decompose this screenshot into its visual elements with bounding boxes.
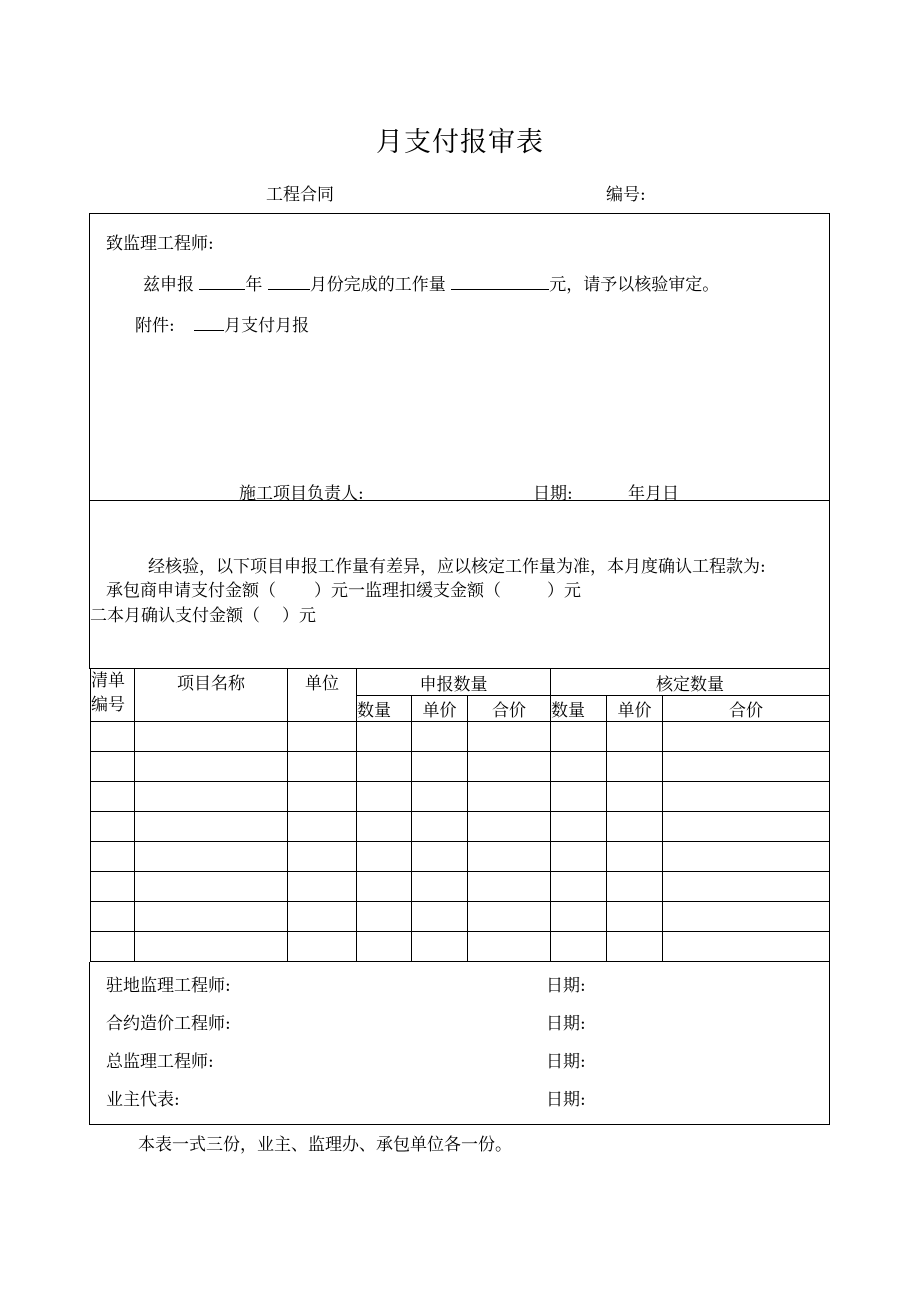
number-label: 编号: (606, 185, 646, 205)
verification-line-1: 经核验，以下项目申报工作量有差异，应以核定工作量为准，本月度确认工程款为: (148, 557, 766, 577)
col-unit-header: 单位 (288, 669, 357, 722)
table-cell[interactable] (663, 932, 830, 962)
table-cell[interactable] (663, 752, 830, 782)
signature-bottom-border (89, 1124, 830, 1125)
table-cell[interactable] (468, 782, 551, 812)
table-cell[interactable] (663, 902, 830, 932)
attachment-blank[interactable] (194, 316, 224, 331)
footer-note: 本表一式三份，业主、监理办、承包单位各一份。 (138, 1135, 512, 1155)
table-cell[interactable] (607, 722, 663, 752)
table-cell[interactable] (663, 722, 830, 752)
contract-label: 工程合同 (266, 185, 334, 205)
table-cell[interactable] (357, 752, 412, 782)
declared-qty-header: 数量 (357, 696, 412, 722)
resident-engineer-label: 驻地监理工程师: (106, 976, 231, 996)
table-cell[interactable] (607, 872, 663, 902)
table-cell[interactable] (288, 872, 357, 902)
table-cell[interactable] (412, 752, 468, 782)
owner-rep-date: 日期: (546, 1090, 586, 1110)
table-cell[interactable] (607, 782, 663, 812)
table-cell[interactable] (357, 722, 412, 752)
table-cell[interactable] (357, 932, 412, 962)
owner-rep-label: 业主代表: (106, 1090, 180, 1110)
frame-right-border (829, 213, 830, 669)
approved-price-header: 单价 (607, 696, 663, 722)
chief-engineer-date: 日期: (546, 1052, 586, 1072)
table-cell[interactable] (288, 782, 357, 812)
table-cell[interactable] (288, 722, 357, 752)
month-label: 月份完成的工作量 (309, 275, 446, 295)
table-row (91, 812, 830, 842)
application-date-label: 日期: (533, 484, 573, 504)
attachment-line (135, 311, 309, 336)
resident-engineer-date: 日期: (546, 976, 586, 996)
table-cell[interactable] (412, 932, 468, 962)
verification-line-2 (106, 576, 581, 601)
declare-suffix: 元，请予以核验审定。 (549, 275, 720, 295)
table-cell[interactable] (412, 722, 468, 752)
table-cell[interactable] (607, 932, 663, 962)
year-blank[interactable] (199, 275, 245, 290)
chief-engineer-label: 总监理工程师: (106, 1052, 214, 1072)
applied-amount-label: 承包商申请支付金额（ (106, 581, 276, 601)
table-cell[interactable] (135, 752, 288, 782)
table-cell[interactable] (412, 782, 468, 812)
application-date-value: 年月日 (628, 484, 679, 504)
table-cell[interactable] (607, 842, 663, 872)
declared-qty-group-header: 申报数量 (357, 669, 551, 696)
table-cell[interactable] (357, 782, 412, 812)
table-cell[interactable] (91, 902, 135, 932)
declare-prefix: 兹申报 (143, 275, 194, 295)
table-cell[interactable] (551, 812, 607, 842)
table-cell[interactable] (468, 752, 551, 782)
col-item-name-header: 项目名称 (135, 669, 288, 722)
table-row (91, 932, 830, 962)
table-cell[interactable] (135, 872, 288, 902)
table-cell[interactable] (551, 752, 607, 782)
table-cell[interactable] (607, 902, 663, 932)
table-cell[interactable] (663, 782, 830, 812)
confirmed-amount-label: 二本月确认支付金额（ (90, 606, 260, 626)
table-cell[interactable] (288, 932, 357, 962)
table-cell[interactable] (91, 782, 135, 812)
declared-price-header: 单价 (412, 696, 468, 722)
approved-qty-header: 数量 (551, 696, 607, 722)
table-cell[interactable] (468, 902, 551, 932)
section-divider (89, 500, 830, 501)
signer-label: 施工项目负责人: (239, 484, 364, 504)
table-row (91, 872, 830, 902)
page-title: 月支付报审表 (376, 127, 544, 158)
table-row (91, 842, 830, 872)
amount-blank[interactable] (451, 275, 549, 290)
table-cell[interactable] (412, 812, 468, 842)
table-cell[interactable] (135, 782, 288, 812)
table-cell[interactable] (551, 722, 607, 752)
table-cell[interactable] (357, 872, 412, 902)
declaration-line (143, 270, 719, 295)
table-cell[interactable] (91, 812, 135, 842)
cost-engineer-date: 日期: (546, 1014, 586, 1034)
table-cell[interactable] (468, 842, 551, 872)
table-cell[interactable] (551, 872, 607, 902)
table-cell[interactable] (288, 812, 357, 842)
deduction-label: ）元一监理扣缓支金额（ (314, 581, 501, 601)
verification-line-3 (90, 601, 316, 626)
table-cell[interactable] (663, 872, 830, 902)
table-cell[interactable] (135, 842, 288, 872)
attachment-label: 附件: (135, 316, 175, 336)
table-cell[interactable] (135, 722, 288, 752)
table-cell[interactable] (91, 722, 135, 752)
table-cell[interactable] (288, 842, 357, 872)
table-row (91, 752, 830, 782)
table-cell[interactable] (135, 932, 288, 962)
col-item-no-line1: 清单 (91, 671, 125, 691)
col-item-no-header (91, 669, 135, 722)
items-table (90, 668, 830, 962)
table-cell[interactable] (468, 932, 551, 962)
table-cell[interactable] (663, 812, 830, 842)
table-cell[interactable] (288, 902, 357, 932)
salutation: 致监理工程师: (106, 234, 214, 254)
table-cell[interactable] (468, 722, 551, 752)
signature-left-border (89, 962, 90, 1125)
deduction-unit: ）元 (547, 581, 581, 601)
table-row (91, 902, 830, 932)
table-cell[interactable] (357, 842, 412, 872)
col-item-no-line2: 编号 (91, 695, 125, 715)
table-cell[interactable] (412, 842, 468, 872)
signature-right-border (829, 962, 830, 1125)
table-cell[interactable] (551, 782, 607, 812)
cost-engineer-label: 合约造价工程师: (106, 1014, 231, 1034)
table-cell[interactable] (468, 812, 551, 842)
table-row (91, 722, 830, 752)
confirmed-amount-unit: ）元 (282, 606, 316, 626)
table-cell[interactable] (468, 872, 551, 902)
items-body (91, 722, 830, 962)
table-cell[interactable] (663, 842, 830, 872)
table-cell[interactable] (91, 932, 135, 962)
table-cell[interactable] (357, 812, 412, 842)
table-cell[interactable] (412, 902, 468, 932)
attachment-suffix: 月支付月报 (224, 316, 310, 336)
approved-qty-group-header: 核定数量 (551, 669, 830, 696)
table-cell[interactable] (551, 902, 607, 932)
table-row (91, 782, 830, 812)
table-cell[interactable] (357, 902, 412, 932)
table-header-row (91, 669, 830, 696)
month-blank[interactable] (268, 275, 310, 290)
table-cell[interactable] (607, 812, 663, 842)
frame-top-border (89, 213, 830, 214)
table-cell[interactable] (412, 872, 468, 902)
table-cell[interactable] (551, 842, 607, 872)
table-cell[interactable] (551, 932, 607, 962)
year-label: 年 (245, 275, 263, 295)
table-cell[interactable] (91, 752, 135, 782)
table-cell[interactable] (91, 872, 135, 902)
table-cell[interactable] (288, 752, 357, 782)
table-cell[interactable] (135, 812, 288, 842)
approved-total-header: 合价 (663, 696, 830, 722)
declared-total-header: 合价 (468, 696, 551, 722)
table-cell[interactable] (91, 842, 135, 872)
table-cell[interactable] (135, 902, 288, 932)
table-cell[interactable] (607, 752, 663, 782)
